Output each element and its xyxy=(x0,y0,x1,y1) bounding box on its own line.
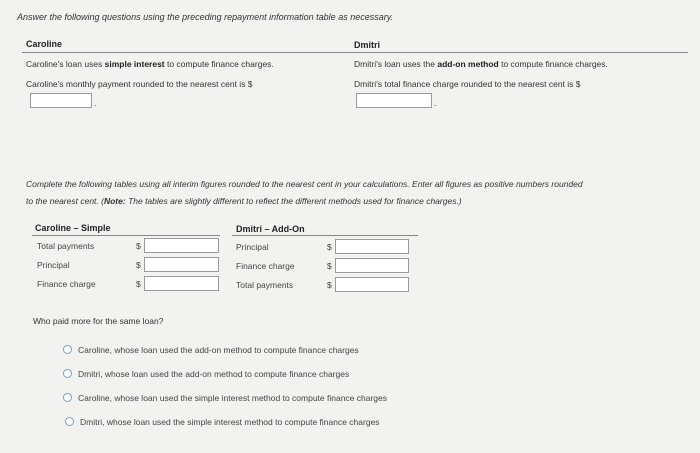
currency-sign: $ xyxy=(136,241,141,251)
dmitri-description: Dmitri's loan uses the add-on method to compute finance charges. xyxy=(354,59,608,69)
radio-option-1[interactable] xyxy=(63,345,72,354)
caroline-row-label: Total payments xyxy=(37,241,95,251)
option-4-label[interactable]: Dmitri, whose loan used the simple interest method to compute finance charges xyxy=(80,417,380,427)
caroline-finance-charge-input[interactable] xyxy=(144,276,219,291)
dmitri-question: Dmitri's total finance charge rounded to the nearest cent is $ xyxy=(354,79,581,89)
currency-sign: $ xyxy=(327,242,332,252)
dmitri-finance-charge-input[interactable] xyxy=(356,93,432,108)
caroline-dot: . xyxy=(94,98,97,108)
instruction-text: Answer the following questions using the preceding repayment information table as necessary. xyxy=(17,12,394,22)
currency-sign: $ xyxy=(327,261,332,271)
tables-instruction-line2: to the nearest cent. (Note: The tables are slightly different to reflect the different methods used for finance charges.) xyxy=(26,196,462,206)
header-divider xyxy=(22,52,688,53)
radio-option-3[interactable] xyxy=(63,393,72,402)
dmitri-table-header: Dmitri – Add-On xyxy=(236,224,305,234)
option-1-label[interactable]: Caroline, whose loan used the add-on method to compute finance charges xyxy=(78,345,359,355)
dmitri-principal-input[interactable] xyxy=(335,239,409,254)
caroline-total-payments-input[interactable] xyxy=(144,238,219,253)
caroline-table-divider xyxy=(32,235,220,236)
currency-sign: $ xyxy=(136,260,141,270)
option-3-label[interactable]: Caroline, whose loan used the simple interest method to compute finance charges xyxy=(78,393,388,403)
dmitri-row-label: Finance charge xyxy=(236,261,295,271)
dmitri-finance-charge-table-input[interactable] xyxy=(335,258,409,273)
dmitri-total-payments-input[interactable] xyxy=(335,277,409,292)
dmitri-dot: . xyxy=(434,98,437,108)
currency-sign: $ xyxy=(136,279,141,289)
option-2-label[interactable]: Dmitri, whose loan used the add-on method to compute finance charges xyxy=(78,369,350,379)
caroline-payment-input[interactable] xyxy=(30,93,92,108)
caroline-header: Caroline xyxy=(26,39,63,49)
caroline-question: Caroline's monthly payment rounded to the nearest cent is $ xyxy=(26,79,253,89)
dmitri-row-label: Principal xyxy=(236,242,269,252)
who-paid-more-prompt: Who paid more for the same loan? xyxy=(33,316,164,326)
tables-instruction-line1: Complete the following tables using all interim figures rounded to the nearest cent in your calculations. Enter all figures as positive numbers rounded xyxy=(26,179,583,189)
radio-option-4[interactable] xyxy=(65,417,74,426)
caroline-row-label: Finance charge xyxy=(37,279,96,289)
dmitri-table-divider xyxy=(232,235,418,236)
currency-sign: $ xyxy=(327,280,332,290)
caroline-table-header: Caroline – Simple xyxy=(35,223,111,233)
dmitri-header: Dmitri xyxy=(354,40,381,50)
caroline-principal-input[interactable] xyxy=(144,257,219,272)
caroline-row-label: Principal xyxy=(37,260,70,270)
dmitri-row-label: Total payments xyxy=(236,280,294,290)
radio-option-2[interactable] xyxy=(63,369,72,378)
caroline-description: Caroline's loan uses simple interest to compute finance charges. xyxy=(26,59,274,69)
